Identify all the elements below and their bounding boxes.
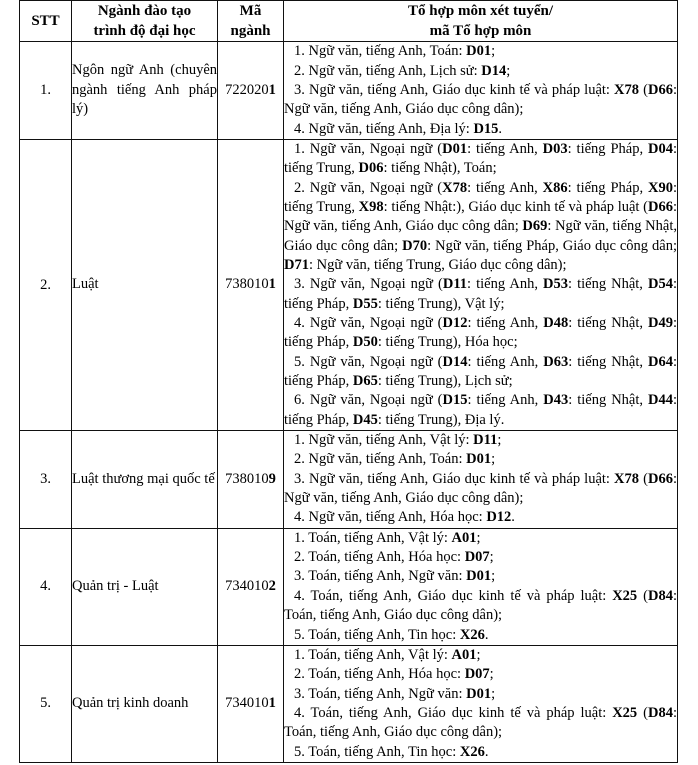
combination-item — [284, 179, 677, 276]
combination-item — [284, 743, 677, 762]
combination-text: ; — [489, 666, 494, 683]
combination-text: ; — [476, 529, 481, 546]
combination-code: X26 — [459, 626, 485, 643]
table-body — [20, 42, 678, 763]
combination-text: : tiếng Anh, — [467, 353, 544, 370]
combination-code: D03 — [542, 140, 568, 157]
combination-item — [284, 529, 677, 548]
combination-code: D66 — [647, 198, 673, 215]
combination-text: 3. Ngữ văn, tiếng Anh, Giáo dục kinh tế và pháp luật: — [294, 470, 615, 487]
cell-major-code — [218, 431, 284, 529]
combination-text: 5. Ngữ văn, Ngoại ngữ ( — [294, 353, 443, 370]
combination-item — [284, 470, 677, 509]
combination-text: : Ngữ văn, tiếng Anh, Giáo dục công dân; — [284, 198, 677, 235]
combination-code: A01 — [451, 529, 477, 546]
combination-code: D53 — [543, 276, 568, 293]
combination-code: X25 — [612, 704, 638, 721]
combination-text: 5. Toán, tiếng Anh, Tin học: — [294, 626, 460, 643]
table-header — [20, 1, 678, 42]
header-code-line-1: Mã — [239, 3, 262, 19]
table-row — [20, 431, 678, 529]
combination-text: : Toán, tiếng Anh, Giáo dục công dân); — [284, 587, 677, 624]
combination-code: D43 — [543, 392, 569, 409]
combination-code: D15 — [442, 392, 468, 409]
cell-stt: 3. — [20, 431, 72, 529]
cell-stt: 4. — [20, 528, 72, 645]
cell-subject-combinations — [284, 42, 678, 140]
code-head: 734010 — [225, 695, 269, 712]
combination-item — [284, 567, 677, 586]
combination-item — [284, 626, 677, 645]
header-stt-line-1: STT — [31, 13, 60, 30]
code-tail: 2 — [268, 578, 276, 595]
combination-code: D54 — [647, 276, 673, 293]
code-tail: 1 — [268, 276, 276, 293]
combination-text: 1. Toán, tiếng Anh, Vật lý: — [294, 529, 452, 546]
cell-major-code — [218, 139, 284, 430]
combination-text: : tiếng Pháp, — [284, 392, 678, 428]
cell-subject-combinations — [284, 431, 678, 529]
combination-code: D45 — [352, 411, 378, 428]
code-head: 738010 — [225, 276, 269, 293]
header-cell-code — [218, 1, 284, 42]
cell-stt: 5. — [20, 645, 72, 762]
combination-text: : tiếng Trung, — [284, 140, 677, 177]
combination-item — [284, 62, 677, 81]
combination-text: ( — [637, 587, 648, 604]
combination-text: : tiếng Anh, — [467, 276, 544, 293]
combination-text: : tiếng Nhật, — [568, 315, 648, 331]
combination-text: : tiếng Pháp, — [284, 315, 678, 351]
combination-text: : tiếng Pháp, — [284, 276, 677, 312]
code-tail: 1 — [268, 81, 276, 98]
combination-text: . — [484, 743, 489, 760]
header-combos-line-2: mã Tổ hợp môn — [429, 23, 532, 40]
combination-code: D63 — [543, 353, 569, 370]
combination-text: 3. Ngữ văn, Ngoại ngữ ( — [294, 276, 443, 293]
combination-text: ( — [639, 81, 648, 98]
combination-text: . — [484, 626, 489, 643]
combination-code: D65 — [352, 373, 378, 390]
combination-item — [284, 120, 677, 139]
combination-text: : tiếng Pháp, — [284, 353, 678, 390]
combination-code: X78 — [614, 81, 640, 98]
combination-text: . — [511, 509, 515, 526]
combination-item — [284, 314, 677, 353]
combination-code: D66 — [647, 81, 673, 98]
combination-item — [284, 704, 677, 743]
cell-major-code — [218, 528, 284, 645]
cell-major-code — [218, 645, 284, 762]
combination-item — [284, 81, 677, 120]
combination-code: D14 — [481, 62, 507, 79]
combination-text: : tiếng Nhật, — [568, 276, 648, 293]
code-tail: 9 — [268, 470, 276, 487]
combination-text: : Ngữ văn, tiếng Nhật, Giáo dục công dân; — [284, 218, 677, 254]
cell-major-name: Quản trị - Luật — [72, 528, 218, 645]
code-tail: 1 — [268, 695, 276, 712]
code-head: 722020 — [225, 81, 269, 98]
combination-code: D01 — [442, 140, 468, 157]
combination-code: X25 — [612, 587, 638, 604]
combination-text: 1. Ngữ văn, tiếng Anh, Vật lý: — [294, 432, 474, 449]
combination-code: D69 — [522, 218, 548, 235]
combination-item — [284, 548, 677, 567]
header-row — [20, 1, 678, 42]
combination-code: D06 — [358, 160, 384, 177]
combination-text: : tiếng Nhật, — [568, 353, 648, 370]
combination-text: 2. Ngữ văn, Ngoại ngữ ( — [294, 179, 443, 196]
header-cell-major — [72, 1, 218, 42]
combination-code: D11 — [442, 276, 468, 293]
combination-text: : Ngữ văn, tiếng Anh, Giáo dục công dân); — [284, 470, 677, 507]
combination-code: D15 — [473, 120, 499, 137]
combination-code: X78 — [442, 179, 468, 196]
cell-stt: 2. — [20, 139, 72, 430]
header-code-line-2: ngành — [230, 23, 271, 40]
combination-item — [284, 275, 677, 314]
table-row — [20, 42, 678, 140]
combination-code: D48 — [543, 315, 569, 331]
combination-text: : tiếng Anh, — [467, 179, 543, 196]
cell-major-code — [218, 42, 284, 140]
header-major-line-1: Ngành đào tạo — [97, 3, 192, 19]
combination-text: : tiếng Anh, — [467, 315, 544, 331]
combination-text: 5. Toán, tiếng Anh, Tin học: — [294, 743, 460, 760]
header-cell-stt — [20, 1, 72, 42]
combination-code: D50 — [352, 334, 378, 351]
combination-text: : tiếng Anh, — [467, 140, 543, 157]
combination-text: : tiếng Trung), Hóa học; — [377, 334, 518, 351]
combination-code: X86 — [542, 179, 568, 196]
combination-text: ; — [491, 43, 496, 60]
combination-code: D70 — [402, 237, 428, 254]
cell-subject-combinations — [284, 139, 678, 430]
cell-major-name: Ngôn ngữ Anh (chuyên ngành tiếng Anh pháp lý) — [72, 42, 218, 140]
combination-item — [284, 353, 677, 392]
combination-item — [284, 508, 677, 527]
combination-text: ; — [491, 685, 496, 702]
header-major-line-2: trình độ đại học — [93, 23, 196, 40]
combination-text: : Ngữ văn, tiếng Trung, Giáo dục công dân); — [308, 256, 567, 273]
combination-text: : tiếng Pháp, — [567, 140, 648, 157]
combination-text: 3. Ngữ văn, tiếng Anh, Giáo dục kinh tế và pháp luật: — [294, 81, 615, 98]
combination-code: D64 — [648, 353, 673, 370]
combination-code: D44 — [648, 392, 673, 409]
combination-code: D01 — [466, 568, 492, 585]
cell-subject-combinations — [284, 645, 678, 762]
combination-code: X26 — [459, 743, 485, 760]
combination-code: X98 — [358, 198, 384, 215]
combination-code: D14 — [442, 353, 468, 370]
combination-text: : tiếng Trung), Vật lý; — [377, 295, 505, 312]
combination-text: : tiếng Anh, — [467, 392, 544, 409]
combination-text: ; — [476, 646, 481, 663]
combination-text: 4. Ngữ văn, Ngoại ngữ ( — [294, 315, 443, 331]
combination-item — [284, 685, 677, 704]
combination-text: ( — [637, 704, 648, 721]
combination-code: X78 — [614, 470, 640, 487]
combination-code: D01 — [466, 43, 492, 60]
combination-text: : Ngữ văn, tiếng Anh, Giáo dục công dân); — [284, 81, 677, 118]
combination-text: ; — [489, 549, 494, 566]
combination-text: : tiếng Nhật), Toán; — [383, 160, 497, 177]
combination-item — [284, 391, 677, 430]
combination-text: 4. Ngữ văn, tiếng Anh, Hóa học: — [294, 509, 487, 526]
code-head: 734010 — [225, 578, 269, 595]
cell-major-name: Luật thương mại quốc tế — [72, 431, 218, 529]
combination-text: 4. Toán, tiếng Anh, Giáo dục kinh tế và pháp luật: — [294, 704, 613, 721]
combination-text: 2. Toán, tiếng Anh, Hóa học: — [294, 666, 465, 683]
combination-text: 4. Ngữ văn, tiếng Anh, Địa lý: — [294, 120, 474, 137]
combination-text: 3. Toán, tiếng Anh, Ngữ văn: — [294, 568, 467, 585]
combination-text: : Ngữ văn, tiếng Pháp, Giáo dục công dân; — [427, 237, 677, 254]
combination-text: : tiếng Trung, — [284, 179, 677, 215]
combination-text: 2. Toán, tiếng Anh, Hóa học: — [294, 549, 465, 566]
table-row — [20, 528, 678, 645]
combination-code: D04 — [647, 140, 673, 157]
combination-code: D66 — [647, 470, 673, 487]
combination-code: D84 — [647, 704, 673, 721]
combination-text: ; — [491, 451, 496, 468]
combination-text: 1. Ngữ văn, Ngoại ngữ ( — [294, 140, 443, 157]
combination-text: 3. Toán, tiếng Anh, Ngữ văn: — [294, 685, 467, 702]
combination-text: . — [498, 120, 503, 137]
combination-item — [284, 140, 677, 179]
combination-code: D07 — [464, 666, 490, 683]
combination-code: D12 — [486, 509, 512, 526]
code-head: 738010 — [225, 470, 269, 487]
cell-subject-combinations — [284, 528, 678, 645]
combination-code: D11 — [473, 432, 498, 449]
table-row — [20, 645, 678, 762]
combination-text: 1. Toán, tiếng Anh, Vật lý: — [294, 646, 452, 663]
combination-code: D84 — [647, 587, 673, 604]
combination-item — [284, 42, 677, 61]
combination-text: ; — [497, 432, 502, 449]
combination-code: D01 — [466, 685, 492, 702]
header-cell-combos — [284, 1, 678, 42]
combination-text: : tiếng Nhật:), Giáo dục kinh tế và pháp luật ( — [383, 198, 648, 215]
combination-text: : tiếng Trung), Lịch sử; — [377, 373, 513, 390]
combination-text: ; — [491, 568, 496, 585]
cell-stt: 1. — [20, 42, 72, 140]
combination-item — [284, 646, 677, 665]
admissions-table — [19, 0, 678, 763]
combination-code: D71 — [284, 256, 309, 273]
combination-code: D12 — [442, 315, 468, 331]
cell-major-name: Quản trị kinh doanh — [72, 645, 218, 762]
table-row — [20, 139, 678, 430]
combination-code: D01 — [466, 451, 492, 468]
combination-text: ( — [639, 470, 648, 487]
combination-text: 2. Ngữ văn, tiếng Anh, Toán: — [294, 451, 467, 468]
combination-text: : tiếng Pháp, — [567, 179, 648, 196]
combination-text: : tiếng Trung), Địa lý. — [377, 411, 505, 428]
combination-text: 2. Ngữ văn, tiếng Anh, Lịch sử: — [294, 62, 482, 79]
header-combos-line-1: Tổ hợp môn xét tuyển/ — [408, 3, 553, 19]
cell-major-name: Luật — [72, 139, 218, 430]
combination-code: D55 — [352, 295, 378, 312]
combination-text: : Toán, tiếng Anh, Giáo dục công dân); — [284, 704, 677, 741]
combination-item — [284, 431, 677, 450]
combination-text: 4. Toán, tiếng Anh, Giáo dục kinh tế và pháp luật: — [294, 587, 613, 604]
combination-item — [284, 665, 677, 684]
combination-code: D07 — [464, 549, 490, 566]
combination-text: 6. Ngữ văn, Ngoại ngữ ( — [294, 392, 443, 409]
combination-text: : tiếng Nhật, — [568, 392, 648, 409]
combination-item — [284, 587, 677, 626]
combination-code: D49 — [648, 315, 673, 331]
combination-text: ; — [506, 62, 511, 79]
combination-text: 1. Ngữ văn, tiếng Anh, Toán: — [294, 43, 467, 60]
combination-code: X90 — [647, 179, 673, 196]
combination-code: A01 — [451, 646, 477, 663]
combination-item — [284, 450, 677, 469]
